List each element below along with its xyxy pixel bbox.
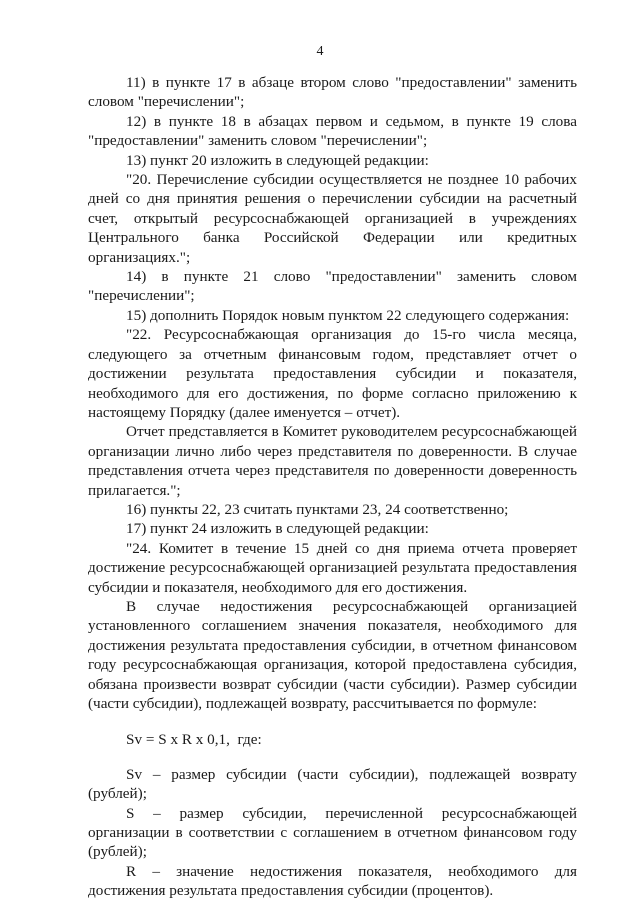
paragraph: 15) дополнить Порядок новым пунктом 22 следующего содержания: (126, 306, 570, 324)
paragraph: 13) пункт 20 изложить в следующей редакции: (126, 151, 429, 169)
paragraph: 12) в пункте 18 в абзацах первом и седьмом, в пункте 19 слова "предоставлении" заменить словом "перечислении"; (88, 112, 577, 150)
paragraph: 11) в пункте 17 в абзаце втором слово "предоставлении" заменить словом "перечислении"; (88, 74, 577, 111)
formula-definition: Sv – размер субсидии (части субсидии), подлежащей возврату (рублей); (88, 765, 577, 803)
paragraph: В случае недостижения ресурсоснабжающей организацией установленного соглашением значения показателя, необходимого для достижения результата предоставления субсидии, в отчетном финансовом году ресурсоснабжающая организация, которой предоставлена субсидия, обязана произвести возврат субсидии (части субсидии). Размер субсидии (части субсидии), подлежащей возврату, рассчитывается по формуле: (88, 597, 577, 712)
paragraph: 16) пункты 22, 23 считать пунктами 23, 24 соответственно; (126, 500, 509, 518)
paragraph: "20. Перечисление субсидии осуществляется не позднее 10 рабочих дней со дня принятия решения о перечислении субсидии на расчетный счет, открытый ресурсоснабжающей организацией в учреждениях Центрального банка Российской Федерации или кредитных организациях."; (88, 171, 577, 266)
page-number: 4 (316, 44, 324, 59)
document-body (88, 73, 577, 901)
paragraph: "24. Комитет в течение 15 дней со дня приема отчета проверяет достижение ресурсоснабжающей организацией результата предоставления субсидии и показателя, необходимого для его достижения. (88, 539, 577, 596)
paragraph: "22. Ресурсоснабжающая организация до 15-го числа месяца, следующего за отчетным финансовым годом, представляет отчет о достижении результата предоставления субсидии и показателя, необходимого для его достижения, по форме согласно приложению к настоящему Порядку (далее именуется – отчет). (88, 326, 577, 421)
paragraph: Отчет представляется в Комитет руководителем ресурсоснабжающей организации лично либо через представителя по доверенности. В случае представления отчета через представителя по доверенности доверенность прилагается."; (88, 423, 577, 499)
formula: Sv = S x R x 0,1, где: (126, 731, 262, 749)
formula-definition: R – значение недостижения показателя, необходимого для достижения результата предоставления субсидии (процентов). (88, 862, 577, 900)
formula-definition: S – размер субсидии, перечисленной ресурсоснабжающей организации в соответствии с соглашением в отчетном финансовом году (рублей); (88, 804, 577, 861)
paragraph: 14) в пункте 21 слово "предоставлении" заменить словом "перечислении"; (88, 268, 577, 305)
paragraph: 17) пункт 24 изложить в следующей редакции: (126, 520, 429, 538)
